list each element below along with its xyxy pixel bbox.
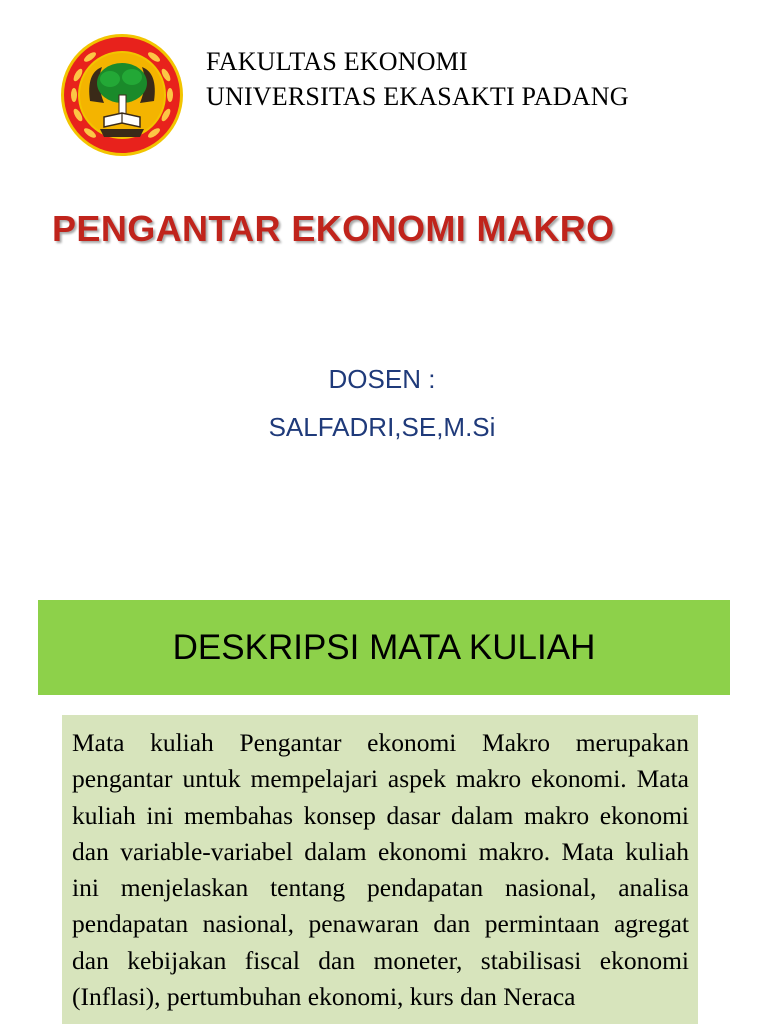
university-name: UNIVERSITAS EKASAKTI PADANG <box>206 82 629 111</box>
course-description-text: Mata kuliah Pengantar ekonomi Makro merupakan pengantar untuk mempelajari aspek makro ekonomi. Mata kuliah ini membahas konsep dasar dalam makro ekonomi dan variable-variabel dalam ekonomi makro. Mata kuliah ini menjelaskan tentang pendapatan nasional, analisa pendapatan nasional, penawaran dan permintaan agregat dan kebijakan fiscal dan moneter, stabilisasi ekonomi (Inflasi), pertumbuhan ekonomi, kurs dan Neraca <box>72 728 689 1012</box>
lecturer-block <box>0 355 768 451</box>
course-description-heading: DESKRIPSI MATA KULIAH <box>172 627 596 667</box>
lecturer-label: DOSEN : <box>328 364 436 394</box>
university-seal-icon <box>60 33 184 157</box>
course-description-banner <box>38 600 730 695</box>
course-description-box <box>62 715 698 1024</box>
university-seal-logo <box>60 33 184 157</box>
course-title: PENGANTAR EKONOMI MAKRO <box>52 208 615 249</box>
lecturer-name: SALFADRI,SE,M.Si <box>268 412 496 442</box>
faculty-name: FAKULTAS EKONOMI <box>206 47 468 76</box>
faculty-heading <box>206 44 629 114</box>
